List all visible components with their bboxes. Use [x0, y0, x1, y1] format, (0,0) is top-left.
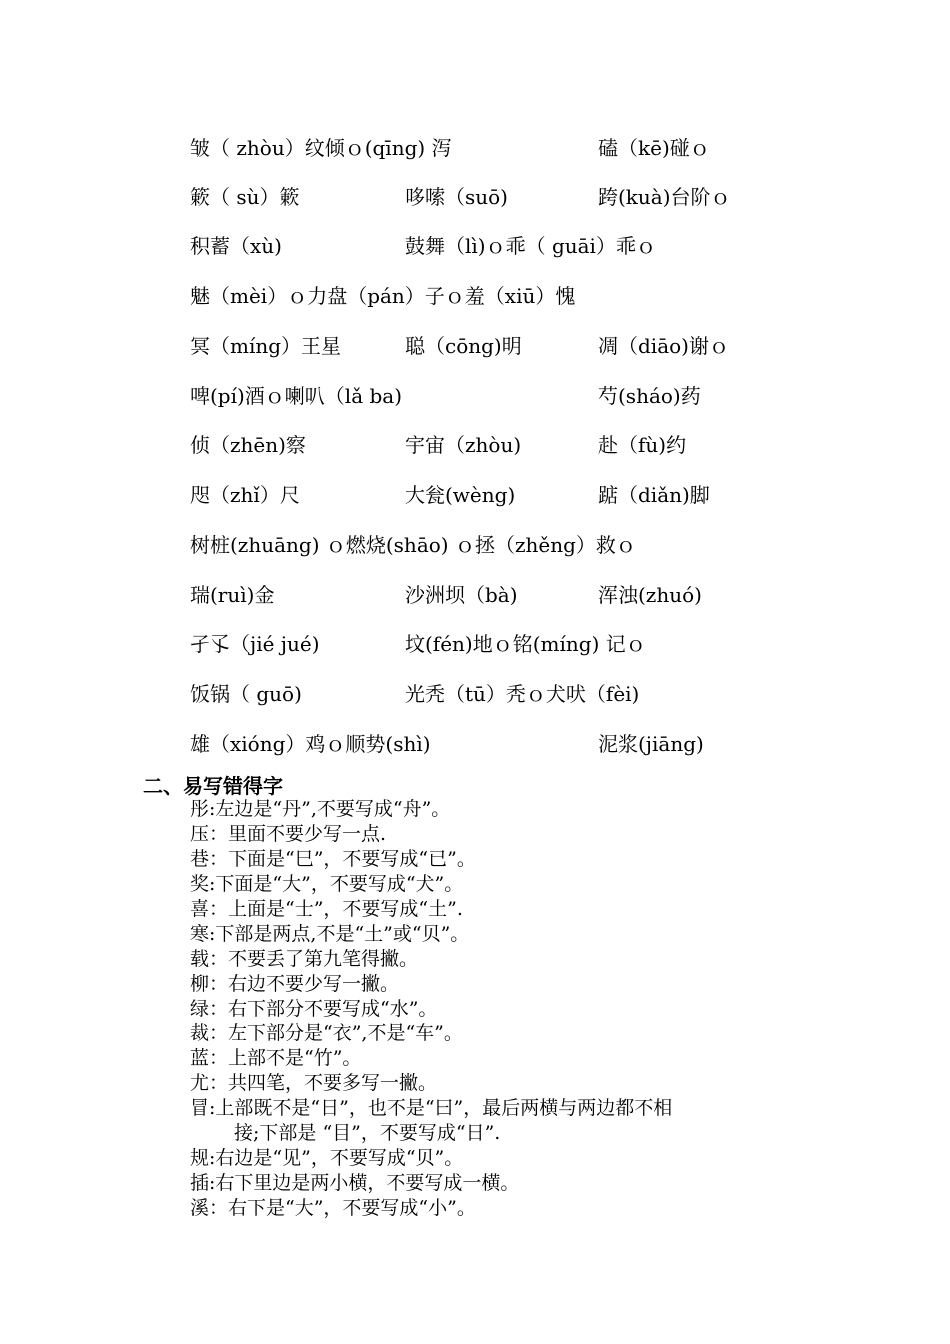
pinyin-entry: 芍(sháo)药: [598, 384, 701, 408]
pinyin-row: [0, 376, 950, 416]
pinyin-entry: 坟(fén)地ｏ铭(míng) 记ｏ: [405, 632, 646, 656]
pinyin-entry: 鼓舞（lì)ｏ乖（ guāi）乖ｏ: [405, 234, 656, 258]
rule-line: 尤：共四笔，不要多写一撇。: [190, 1072, 438, 1094]
rule-line: 规:右边是“见”，不要写成“贝”。: [190, 1147, 464, 1169]
pinyin-entry: 饭锅（ guō): [190, 682, 302, 706]
section-title: 二、易写错得字: [143, 774, 283, 798]
pinyin-row: [0, 724, 950, 764]
pinyin-entry: 皱（ zhòu）纹倾ｏ(qīng) 泻: [190, 136, 452, 160]
rule-line: 柳：右边不要少写一撇。: [190, 973, 400, 995]
rule-line: 冒:上部既不是“日”，也不是“曰”，最后两横与两边都不相: [190, 1097, 673, 1119]
pinyin-entry: 啤(pí)酒ｏ喇叭（lǎ ba): [190, 384, 403, 408]
rule-line: 插:右下里边是两小横，不要写成一横。: [190, 1172, 520, 1194]
rule-line: 压：里面不要少写一点.: [190, 823, 387, 845]
pinyin-entry: 侦（zhēn)察: [190, 433, 306, 457]
pinyin-row: [0, 128, 950, 168]
pinyin-row: [0, 575, 950, 615]
pinyin-entry: 泥浆(jiāng): [598, 732, 704, 756]
rule-line: 寒:下部是两点,不是“土”或“贝”。: [190, 923, 470, 945]
pinyin-entry: 磕（kē)碰ｏ: [598, 136, 710, 160]
rule-line: 绿：右下部分不要写成“水”。: [190, 998, 438, 1020]
rule-line: 载：不要丢了第九笔得撇。: [190, 948, 419, 970]
pinyin-entry: 雄（xióng）鸡ｏ顺势(shì): [190, 732, 431, 756]
pinyin-entry: 孑孓（jié jué): [190, 632, 320, 656]
pinyin-row: [0, 475, 950, 515]
rule-line: 裁：左下部分是“衣”,不是“车”。: [190, 1022, 463, 1044]
pinyin-entry: 冥（míng）王星: [190, 334, 342, 358]
rule-line-continuation: 接;下部是 “目”，不要写成“日”.: [234, 1122, 501, 1144]
rule-line: 奖:下面是“大”，不要写成“犬”。: [190, 873, 464, 895]
pinyin-row: [0, 177, 950, 217]
pinyin-entry: 大瓮(wèng): [405, 483, 516, 507]
rule-line: 蓝：上部不是“竹”。: [190, 1047, 362, 1069]
pinyin-entry: 聪（cōng)明: [405, 334, 522, 358]
rule-line: 溪：右下是“大”，不要写成“小”。: [190, 1197, 476, 1219]
pinyin-row: [0, 226, 950, 266]
pinyin-entry: 光秃（tū）秃ｏ犬吠（fèi): [405, 682, 640, 706]
pinyin-entry: 簌（ sù）簌: [190, 185, 300, 209]
rule-line: 彤:左边是“丹”,不要写成“舟”。: [190, 798, 451, 820]
rule-line: 喜：上面是“士”，不要写成“土”.: [190, 898, 463, 920]
pinyin-row: [0, 326, 950, 366]
pinyin-entry: 赴（fù)约: [598, 433, 687, 457]
pinyin-entry: 树桩(zhuāng) ｏ燃烧(shāo) ｏ拯（zhěng）救ｏ: [190, 533, 636, 557]
pinyin-row: [0, 674, 950, 714]
pinyin-entry: 哆嗦（suō): [405, 185, 508, 209]
pinyin-entry: 沙洲坝（bà): [405, 583, 518, 607]
pinyin-entry: 凋（diāo)谢ｏ: [598, 334, 729, 358]
pinyin-entry: 瑞(ruì)金: [190, 583, 275, 607]
pinyin-entry: 积蓄（xù): [190, 234, 282, 258]
pinyin-entry: 宇宙（zhòu): [405, 433, 522, 457]
pinyin-row: [0, 624, 950, 664]
rule-line: 巷：下面是“巳”，不要写成“已”。: [190, 848, 476, 870]
pinyin-row: [0, 276, 950, 316]
pinyin-row: [0, 525, 950, 565]
pinyin-row: [0, 425, 950, 465]
pinyin-entry: 咫（zhǐ）尺: [190, 483, 300, 507]
pinyin-entry: 跨(kuà)台阶ｏ: [598, 185, 731, 209]
pinyin-entry: 魅（mèi）ｏ力盘（pán）子ｏ羞（xiū）愧: [190, 284, 576, 308]
pinyin-entry: 踮（diǎn)脚: [598, 483, 710, 507]
pinyin-entry: 浑浊(zhuó): [598, 583, 702, 607]
